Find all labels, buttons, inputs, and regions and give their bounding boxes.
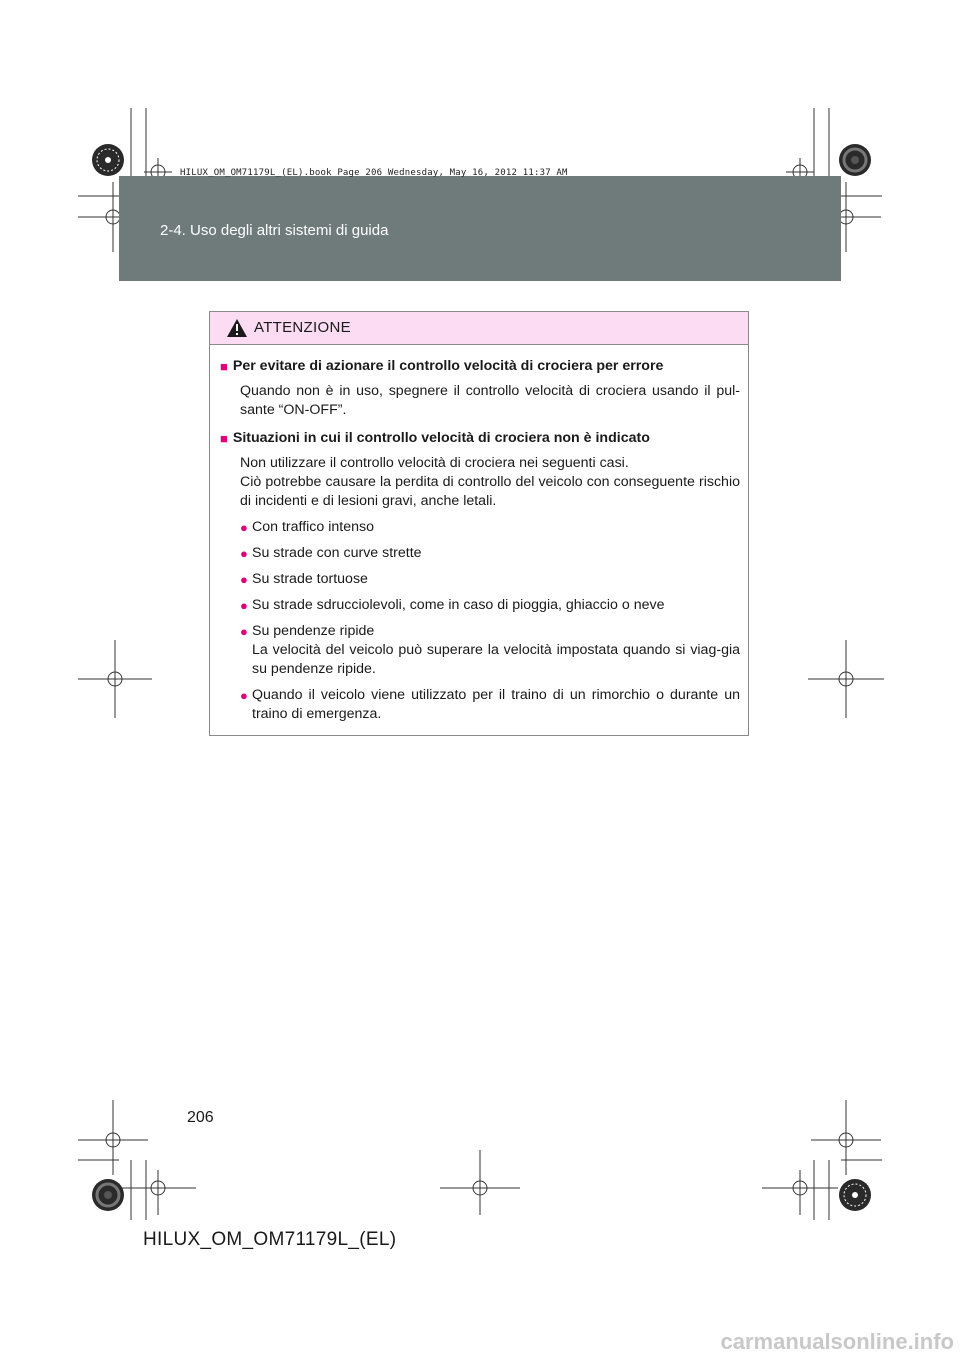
round-bullet-icon: ● <box>240 546 248 561</box>
warning-subheading: ■ Per evitare di azionare il controllo velocità di crociera per errore <box>220 358 664 374</box>
round-bullet-icon: ● <box>240 572 248 587</box>
page-number: 206 <box>187 1109 214 1126</box>
watermark: carmanualsonline.info <box>720 1329 954 1354</box>
list-item: ● Con traffico intenso <box>240 519 374 535</box>
list-item: ● Quando il veicolo viene utilizzato per il traino di un rimorchio o durante un traino di emergenza. <box>240 687 740 722</box>
warning-triangle-icon <box>226 318 248 338</box>
square-bullet-icon: ■ <box>220 359 228 374</box>
round-bullet-icon: ● <box>240 520 248 535</box>
rosette-mark-bottom-right <box>839 1179 871 1211</box>
rosette-mark-top-left <box>92 144 124 176</box>
rosette-mark-bottom-left <box>92 1179 124 1211</box>
rosette-mark-top-right <box>839 144 871 176</box>
section-title: 2-4. Uso degli altri sistemi di guida <box>160 222 389 239</box>
square-bullet-icon: ■ <box>220 431 228 446</box>
list-item: ● Su strade sdrucciolevoli, come in caso di pioggia, ghiaccio o neve <box>240 597 665 613</box>
list-item: ● Su pendenze ripide La velocità del veicolo può superare la velocità impostata quando si viag-gia su pendenze ripide. <box>240 623 740 677</box>
warning-body <box>210 345 748 724</box>
warning-header <box>210 312 748 345</box>
warning-paragraph: Quando non è in uso, spegnere il controllo velocità di crociera usando il pul-sante “ON-OFF”. <box>240 383 740 418</box>
round-bullet-icon: ● <box>240 598 248 613</box>
round-bullet-icon: ● <box>240 688 248 703</box>
file-stamp: HILUX_OM_OM71179L_(EL).book Page 206 Wednesday, May 16, 2012 11:37 AM <box>180 168 568 178</box>
warning-subheading: ■ Situazioni in cui il controllo velocità di crociera non è indicato <box>220 430 650 446</box>
warning-paragraph: Non utilizzare il controllo velocità di crociera nei seguenti casi. Ciò potrebbe causare la perdita di controllo del veicolo con conseguente rischio di incidenti e di lesioni gravi, anche letali. <box>240 455 740 509</box>
warning-box <box>209 311 749 736</box>
document-id: HILUX_OM_OM71179L_(EL) <box>143 1229 397 1250</box>
round-bullet-icon: ● <box>240 624 248 639</box>
warning-title: ATTENZIONE <box>254 319 351 336</box>
list-item: ● Su strade con curve strette <box>240 545 422 561</box>
list-item: ● Su strade tortuose <box>240 571 368 587</box>
